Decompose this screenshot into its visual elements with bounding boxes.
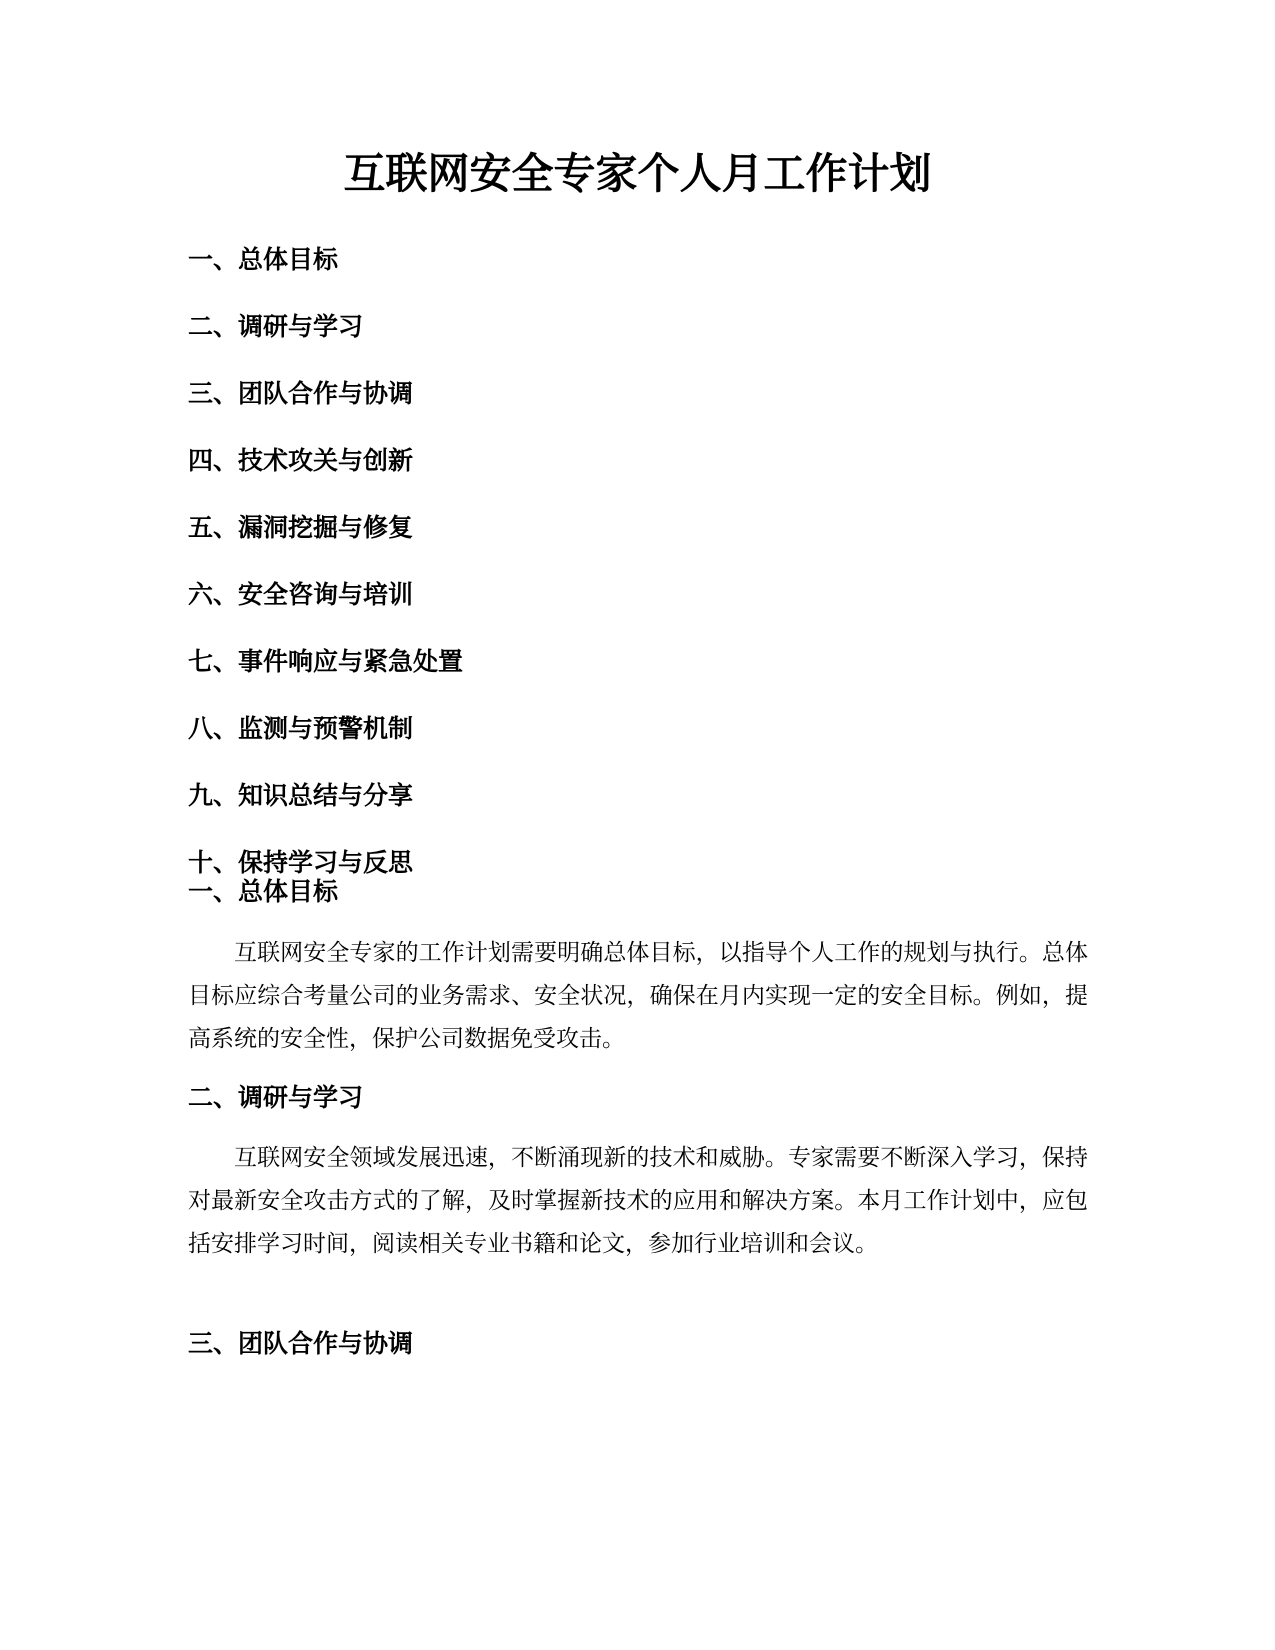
section-heading: 一、总体目标 <box>188 877 339 906</box>
toc-item: 二、调研与学习 <box>188 312 364 341</box>
toc-item: 五、漏洞挖掘与修复 <box>188 513 414 542</box>
section-body: 互联网安全专家的工作计划需要明确总体目标，以指导个人工作的规划与执行。总体目标应综合考量公司的业务需求、安全状况，确保在月内实现一定的安全目标。例如，提高系统的安全性，保护公司数据免受攻击。 <box>188 940 1088 1052</box>
table-of-contents <box>188 244 463 879</box>
section-heading: 三、团队合作与协调 <box>188 1329 414 1358</box>
toc-item: 六、安全咨询与培训 <box>188 580 414 609</box>
document-title: 互联网安全专家个人月工作计划 <box>343 149 932 198</box>
toc-item: 一、总体目标 <box>188 245 339 274</box>
section-body: 互联网安全领域发展迅速，不断涌现新的技术和威胁。专家需要不断深入学习，保持对最新安全攻击方式的了解，及时掌握新技术的应用和解决方案。本月工作计划中，应包括安排学习时间，阅读相关专业书籍和论文，参加行业培训和会议。 <box>188 1145 1088 1257</box>
section-heading: 二、调研与学习 <box>188 1083 364 1112</box>
toc-item: 三、团队合作与协调 <box>188 379 414 408</box>
toc-item: 八、监测与预警机制 <box>188 714 414 743</box>
toc-item: 九、知识总结与分享 <box>188 781 414 810</box>
toc-item: 七、事件响应与紧急处置 <box>188 647 464 676</box>
toc-item: 十、保持学习与反思 <box>188 848 414 877</box>
toc-item: 四、技术攻关与创新 <box>188 446 414 475</box>
